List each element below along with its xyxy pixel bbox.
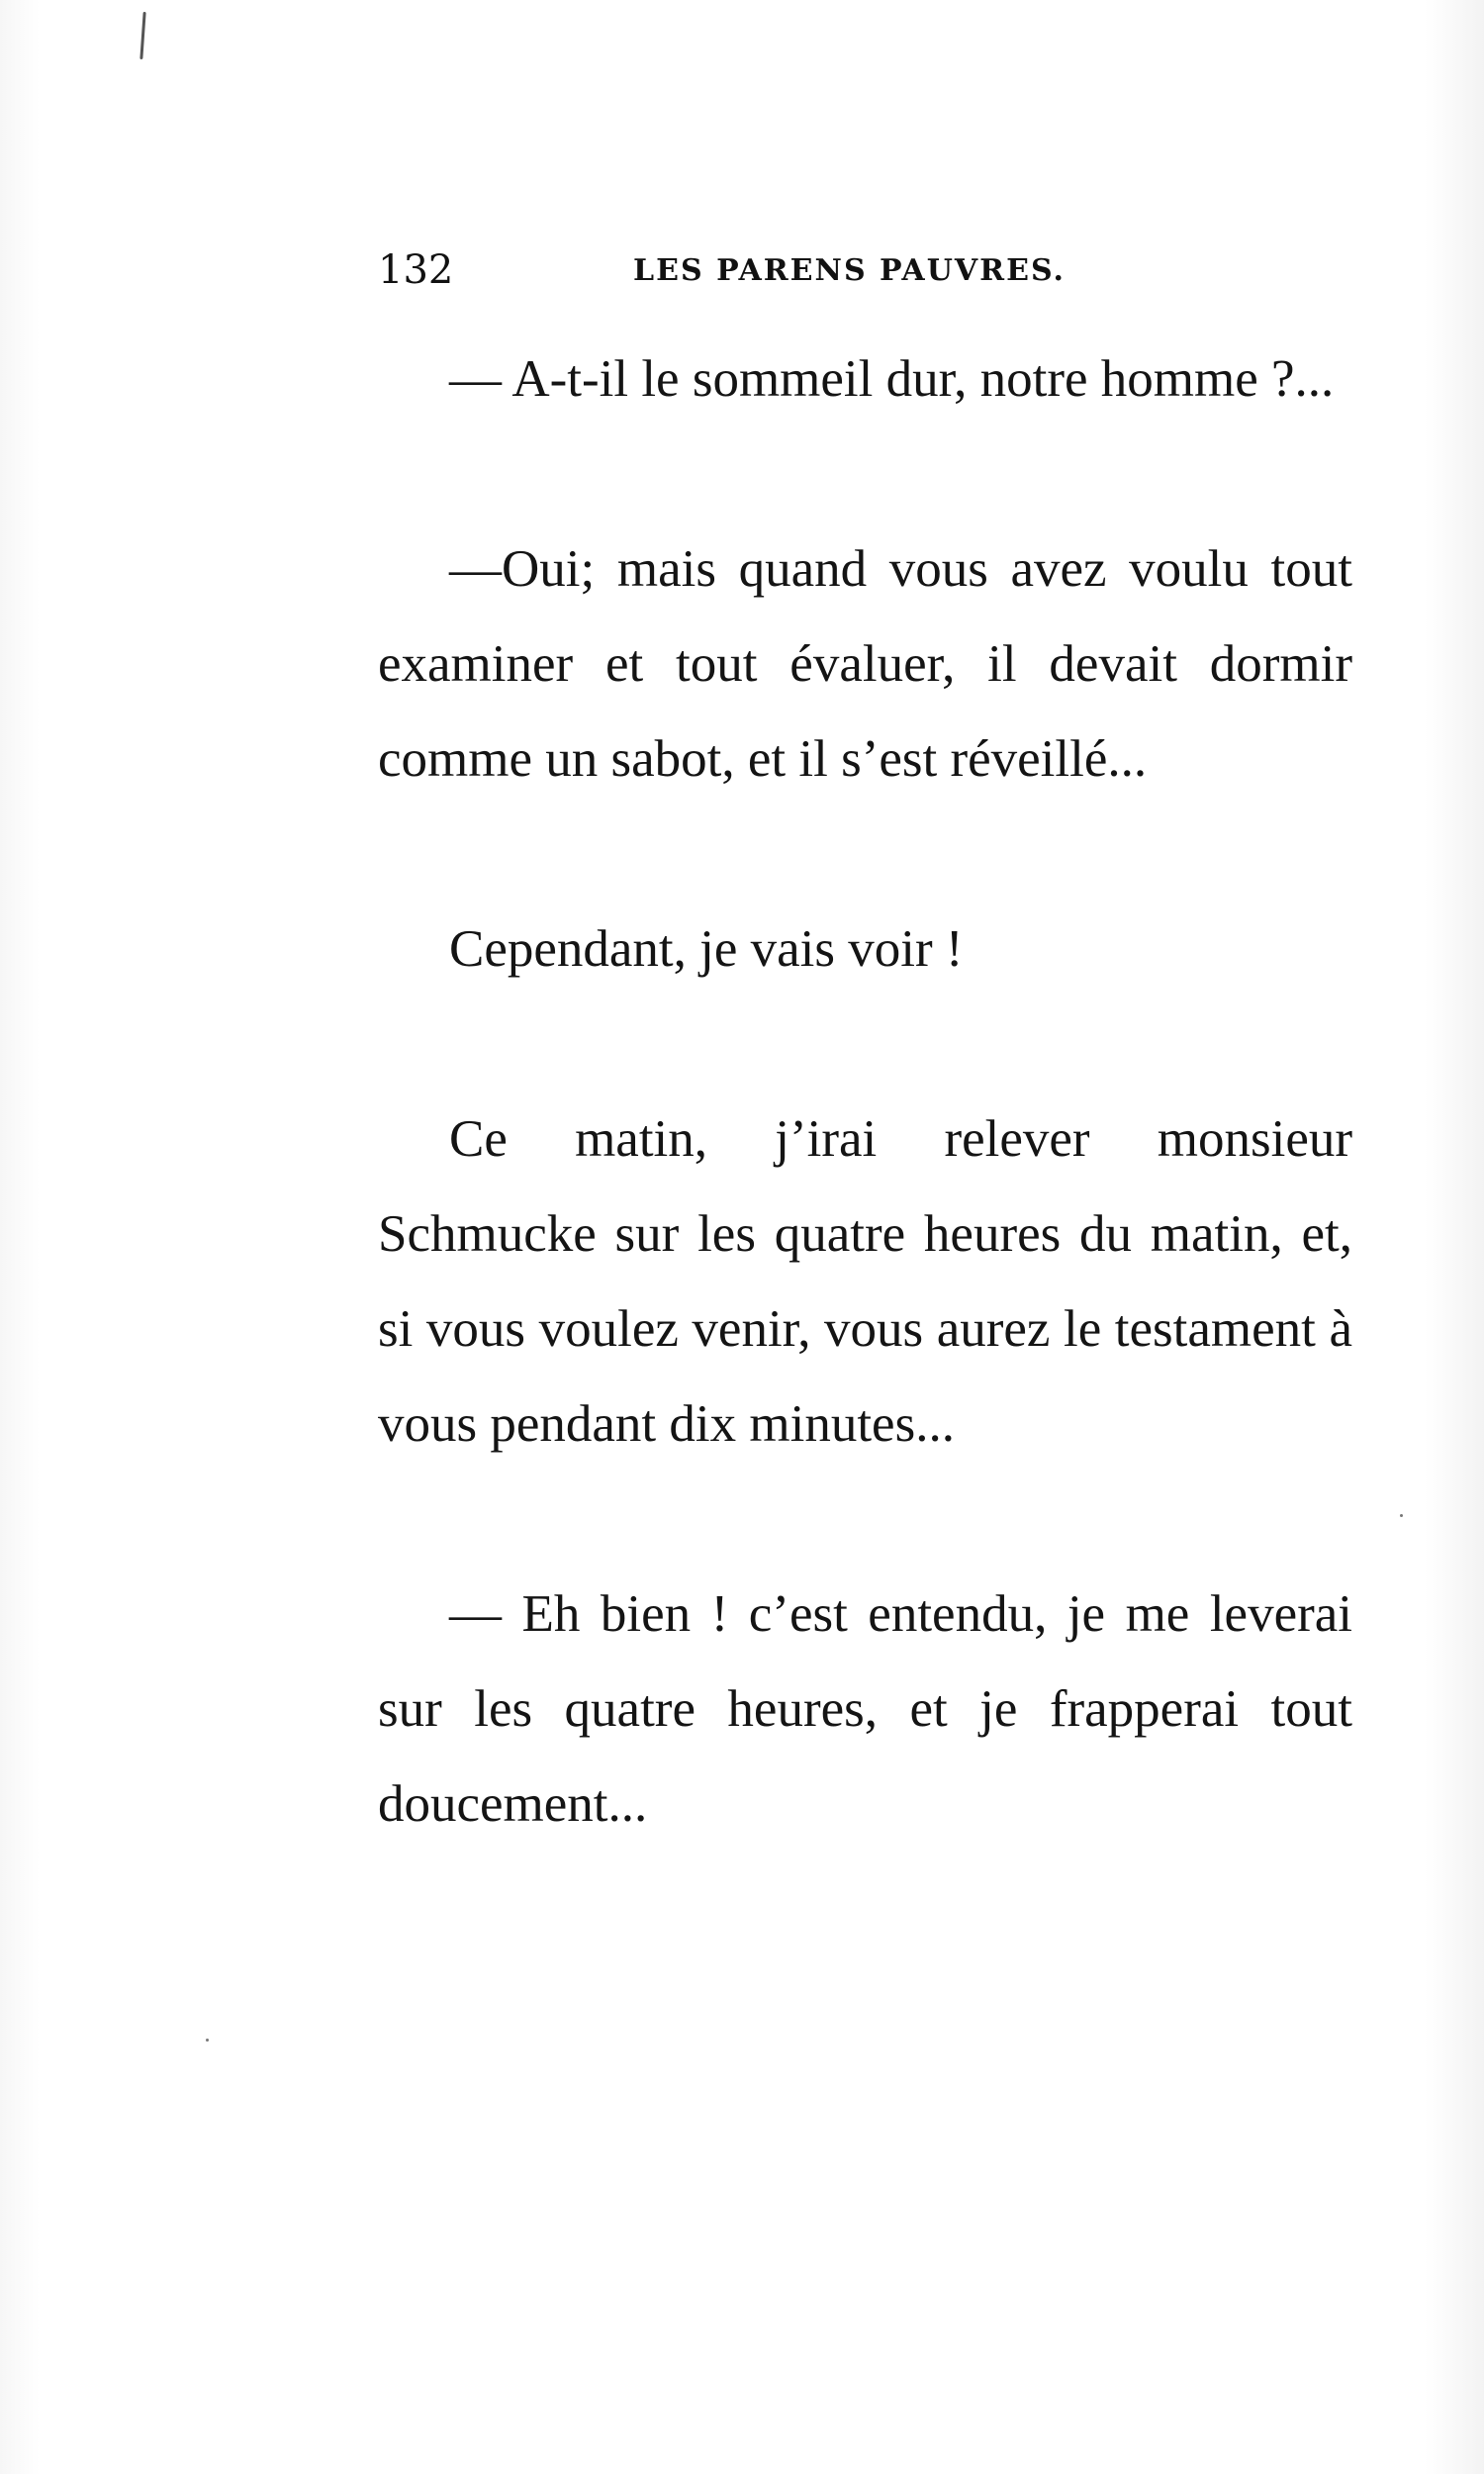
page-number: 132 (378, 247, 454, 293)
scan-artifact (139, 12, 145, 59)
paragraph: —Oui; mais quand vous avez voulu tout examiner et tout évaluer, il devait dormir comme un sabot, et il s’est réveillé... (378, 540, 1352, 788)
body-text (378, 332, 1352, 1852)
paragraph: — A-t-il le sommeil dur, notre homme ?... (449, 350, 1335, 408)
page-header (378, 245, 1110, 295)
paragraph: Ce matin, j’irai relever monsieur Schmucke sur les quatre heures du matin, et, si vous voulez venir, vous aurez le testament à vous pendant dix minutes... (378, 1110, 1352, 1453)
running-title: LES PARENS PAUVRES. (633, 253, 1066, 288)
scan-speck (1400, 1514, 1403, 1517)
paragraph: Cependant, je vais voir ! (449, 920, 964, 978)
paragraph: — Eh bien ! c’est entendu, je me leverai sur les quatre heures, et je frapperai tout doucement... (378, 1585, 1352, 1833)
scan-speck (206, 2039, 209, 2042)
